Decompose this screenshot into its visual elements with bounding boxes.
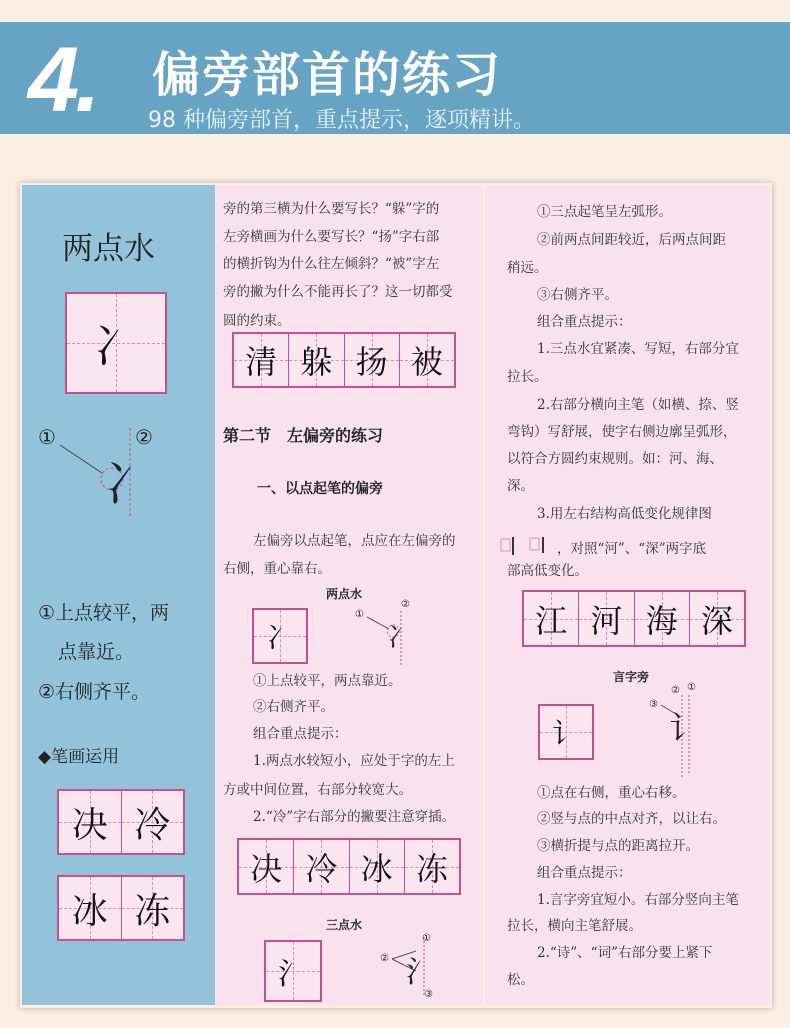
text-line: 1.言字旁宜短小。右部分竖向主笔	[537, 892, 739, 908]
note: 点靠近。	[58, 641, 135, 663]
text-line: 稍远。	[507, 260, 548, 276]
grid-cell	[59, 791, 121, 853]
marker-3: ③	[649, 699, 658, 710]
text-line: 方或中间位置，右部分较宽大。	[223, 782, 412, 798]
grid-character: 被	[410, 343, 443, 381]
grid-character: 河	[590, 601, 623, 640]
text-line: ①三点起笔呈左弧形。	[537, 204, 672, 220]
grid-cell	[349, 840, 404, 893]
text-line: 左偏旁以点起笔，点应在左偏旁的	[253, 533, 456, 549]
marker-2: ②	[135, 425, 153, 449]
text-line: ③右侧齐平。	[537, 287, 618, 303]
grid-cell: 讠	[540, 706, 592, 758]
text-line: 松。	[507, 972, 534, 988]
subsection-title: 一、以点起笔的偏旁	[257, 481, 383, 497]
page-subtitle: 98 种偏旁部首，重点提示，逐项精讲。	[148, 108, 535, 133]
grid-cell: 冫	[254, 610, 306, 662]
stroke-diagram	[645, 682, 715, 780]
marker-1: ①	[355, 609, 364, 620]
grid-character: 冷	[134, 804, 171, 846]
text-line: 圆的约束。	[223, 313, 291, 329]
stroke-grid	[538, 704, 594, 760]
grid-cell	[524, 592, 578, 645]
grid-cell	[121, 877, 184, 939]
marker-3: ③	[424, 989, 433, 1000]
grid-character: 决	[250, 849, 283, 888]
radical-label: 言字旁	[613, 670, 650, 684]
grid-cell: 冫	[67, 294, 165, 392]
left-title: 两点水	[62, 231, 155, 267]
radical-label: 三点水	[326, 918, 363, 932]
text-line: 2.“诗”、“词”右部分要上紧下	[537, 945, 713, 961]
stroke-grid	[65, 292, 167, 394]
stroke-diagram	[32, 423, 152, 518]
grid-cell	[634, 592, 689, 645]
text-line: 右侧，重心靠右。	[223, 561, 331, 577]
grid-cell: 氵	[266, 942, 320, 1000]
text-line: ①上点较平，两点靠近。	[253, 673, 402, 689]
text-line: 以符合方圆约束规则。如：河、海、	[507, 451, 723, 467]
text-line: 组合重点提示：	[537, 314, 632, 330]
text-line: 拉长。	[507, 369, 548, 385]
marker-2: ②	[671, 685, 680, 696]
grid-character: 海	[645, 601, 678, 640]
text-line: 旁的第三横为什么要写长？“躲”字的	[223, 201, 440, 217]
grid-character: 冻	[415, 849, 448, 888]
text-line: 弯钩）写舒展，使字右侧边廓呈弧形，	[507, 424, 737, 440]
note: ②右侧齐平。	[38, 681, 151, 703]
grid-cell	[293, 840, 348, 893]
text-line: 1.两点水较短小，应处于字的左上	[253, 753, 455, 769]
text-line: 2.“冷”字右部分的撇要注意穿插。	[253, 809, 456, 825]
radical-label: 两点水	[326, 587, 363, 601]
left-panel	[22, 185, 215, 1005]
text-line: 旁的撇为什么不能再长了？这一切都受	[223, 284, 453, 300]
grid-character: 冰	[360, 849, 393, 888]
stroke-diagram	[355, 599, 425, 665]
example-grid	[57, 875, 185, 941]
marker-2: ②	[380, 953, 389, 964]
chapter-number: 4.	[28, 29, 97, 131]
grid-character: 躲	[300, 343, 333, 381]
grid-character: 冻	[134, 890, 171, 932]
grid-character: 扬	[355, 343, 388, 381]
stroke-glyph: 讠	[669, 709, 702, 747]
structure-diagram-icon	[500, 535, 555, 557]
text-line: 的横折钩为什么往左倾斜？“被”字左	[223, 256, 440, 272]
text-line: 组合重点提示：	[537, 865, 632, 881]
section-title: 第二节 左偏旁的练习	[223, 426, 384, 445]
stroke-glyph: 冫	[104, 456, 153, 512]
marker-1: ①	[687, 682, 696, 693]
text-line: ，对照“河”、“深”两字底	[557, 541, 707, 557]
text-line: 深。	[507, 478, 534, 494]
stroke-diagram	[380, 933, 440, 1003]
grid-cell	[399, 334, 454, 386]
text-line: 2.右部分横向主笔（如横、捺、竖	[537, 397, 739, 413]
marker-1: ①	[38, 425, 56, 449]
grid-cell	[404, 840, 459, 893]
section-label: ◆笔画运用	[38, 747, 120, 767]
example-grid	[522, 590, 746, 647]
right-column	[485, 185, 770, 1005]
text-line: ②前两点间距较近，后两点间距	[537, 232, 726, 248]
stroke-glyph: 冫	[387, 623, 414, 653]
stroke-glyph: 氵	[406, 955, 436, 990]
grid-character: 冰	[71, 890, 108, 932]
grid-cell	[578, 592, 633, 645]
grid-cell	[121, 791, 184, 853]
stroke-grid	[252, 608, 308, 664]
grid-character: 清	[245, 343, 278, 381]
grid-cell	[689, 592, 744, 645]
marker-2: ②	[401, 599, 410, 610]
grid-cell	[288, 334, 343, 386]
example-grid	[57, 789, 185, 855]
text-line: 左旁横画为什么要写长？“扬”字右部	[223, 229, 440, 245]
grid-cell	[59, 877, 121, 939]
text-line: ②竖与点的中点对齐，以让右。	[537, 811, 726, 827]
example-grid	[232, 332, 456, 388]
grid-character: 深	[700, 601, 733, 640]
text-line: ②右侧齐平。	[253, 699, 334, 715]
grid-cell	[234, 334, 288, 386]
text-line: ①点在右侧，重心右移。	[537, 785, 686, 801]
text-line: 1.三点水宜紧凑、写短，右部分宜	[537, 341, 739, 357]
text-line: 3.用左右结构高低变化规律图	[537, 506, 712, 522]
grid-character: 江	[535, 601, 568, 640]
grid-cell	[344, 334, 399, 386]
marker-1: ①	[422, 933, 431, 944]
grid-character: 决	[71, 804, 108, 846]
page-title: 偏旁部首的练习	[152, 47, 503, 103]
grid-cell	[239, 840, 293, 893]
text-line: 部高低变化。	[507, 563, 588, 579]
example-grid	[237, 838, 461, 895]
text-line: ③横折提与点的距离拉开。	[537, 838, 699, 854]
middle-column	[215, 185, 483, 1005]
text-line: 拉长，横向主笔舒展。	[507, 918, 642, 934]
text-line: 组合重点提示：	[253, 726, 348, 742]
note: ①上点较平，两	[38, 602, 170, 624]
grid-character: 冷	[305, 849, 338, 888]
stroke-grid	[264, 940, 322, 1002]
